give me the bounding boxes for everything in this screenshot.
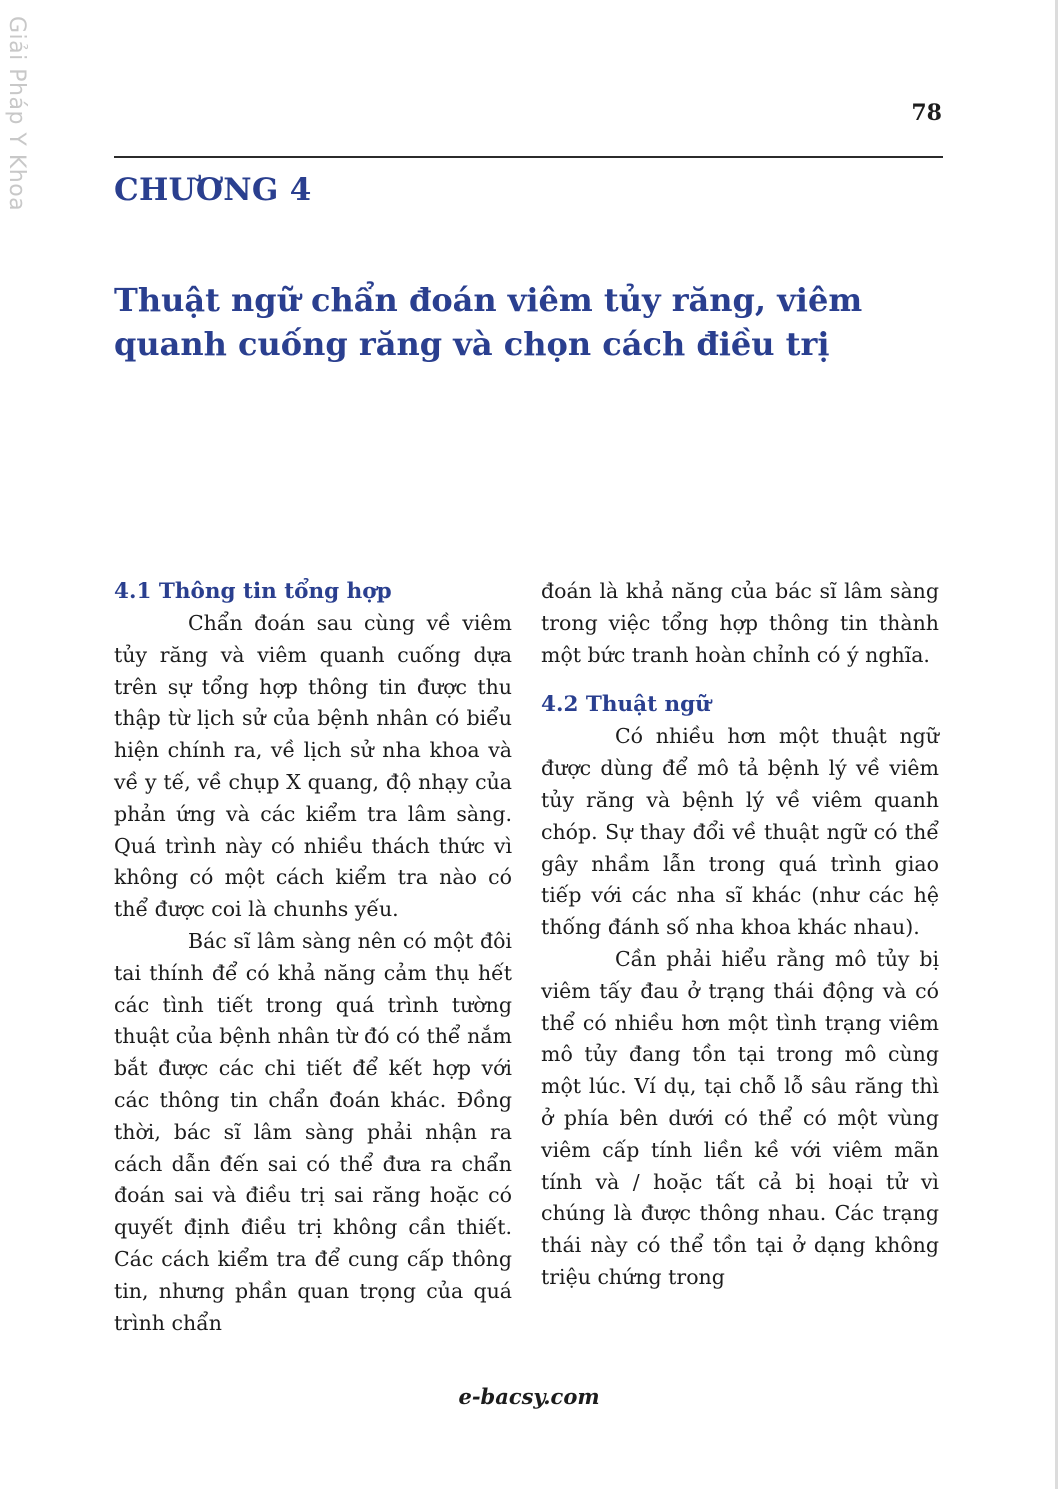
side-watermark: Giải Pháp Y Khoa xyxy=(4,16,29,212)
left-column xyxy=(114,576,512,1339)
chapter-title: Thuật ngữ chẩn đoán viêm tủy răng, viêm quanh cuống răng và chọn cách điều trị xyxy=(114,281,863,363)
section-heading-general-info: 4.1 Thông tin tổng hợp xyxy=(114,579,392,604)
right-column xyxy=(541,576,939,1294)
chapter-label: CHƯƠNG 4 xyxy=(114,172,312,208)
paragraph: Chẩn đoán sau cùng về viêm tủy răng và viêm quanh cuống dựa trên sự tổng hợp thông tin được thu thập từ lịch sử của bệnh nhân có biểu hiện chính ra, về lịch sử nha khoa và về y tế, về chụp X quang, độ nhạy của phản ứng và các kiểm tra lâm sàng. Quá trình này có nhiều thách thức vì không có một cách kiểm tra nào có thể được coi là chunhs yếu. xyxy=(114,611,512,922)
paragraph: Cần phải hiểu rằng mô tủy bị viêm tấy đau ở trạng thái động và có thể có nhiều hơn một tình trạng viêm mô tủy đang tồn tại trong mô cùng một lúc. Ví dụ, tại chỗ lỗ sâu răng thì ở phía bên dưới có thể có một vùng viêm cấp tính liền kề với viêm mãn tính và / hoặc tất cả bị hoại tử vì chúng là được thông nhau. Các trạng thái này có thể tồn tại ở dạng không triệu chứng trong xyxy=(541,946,939,1289)
paragraph-continuation: đoán là khả năng của bác sĩ lâm sàng trong việc tổng hợp thông tin thành một bức tranh hoàn chỉnh có ý nghĩa. xyxy=(541,579,939,667)
paragraph: Bác sĩ lâm sàng nên có một đôi tai thính để có khả năng cảm thụ hết các tình tiết trong quá trình tường thuật của bệnh nhân từ đó có thể nắm bắt được các chi tiết để kết hợp với các thông tin chẩn đoán khác. Đồng thời, bác sĩ lâm sàng phải nhận ra cách dẫn đến sai có thể đưa ra chẩn đoán sai và điều trị sai răng hoặc có quyết định điều trị không cần thiết. Các cách kiểm tra để cung cấp thông tin, nhưng phần quan trọng của quá trình chẩn xyxy=(114,928,512,1335)
header-rule xyxy=(114,156,943,158)
footer-website: e-bacsy.com xyxy=(458,1384,600,1409)
page-number: 78 xyxy=(911,100,942,126)
section-heading-terminology: 4.2 Thuật ngữ xyxy=(541,692,711,718)
paragraph: Có nhiều hơn một thuật ngữ được dùng để mô tả bệnh lý về viêm tủy răng và bệnh lý về viêm quanh chóp. Sự thay đổi về thuật ngữ có thể gây nhầm lẫn trong quá trình giao tiếp với các nha sĩ khác (như các hệ thống đánh số nha khoa khác nhau). xyxy=(541,724,939,940)
